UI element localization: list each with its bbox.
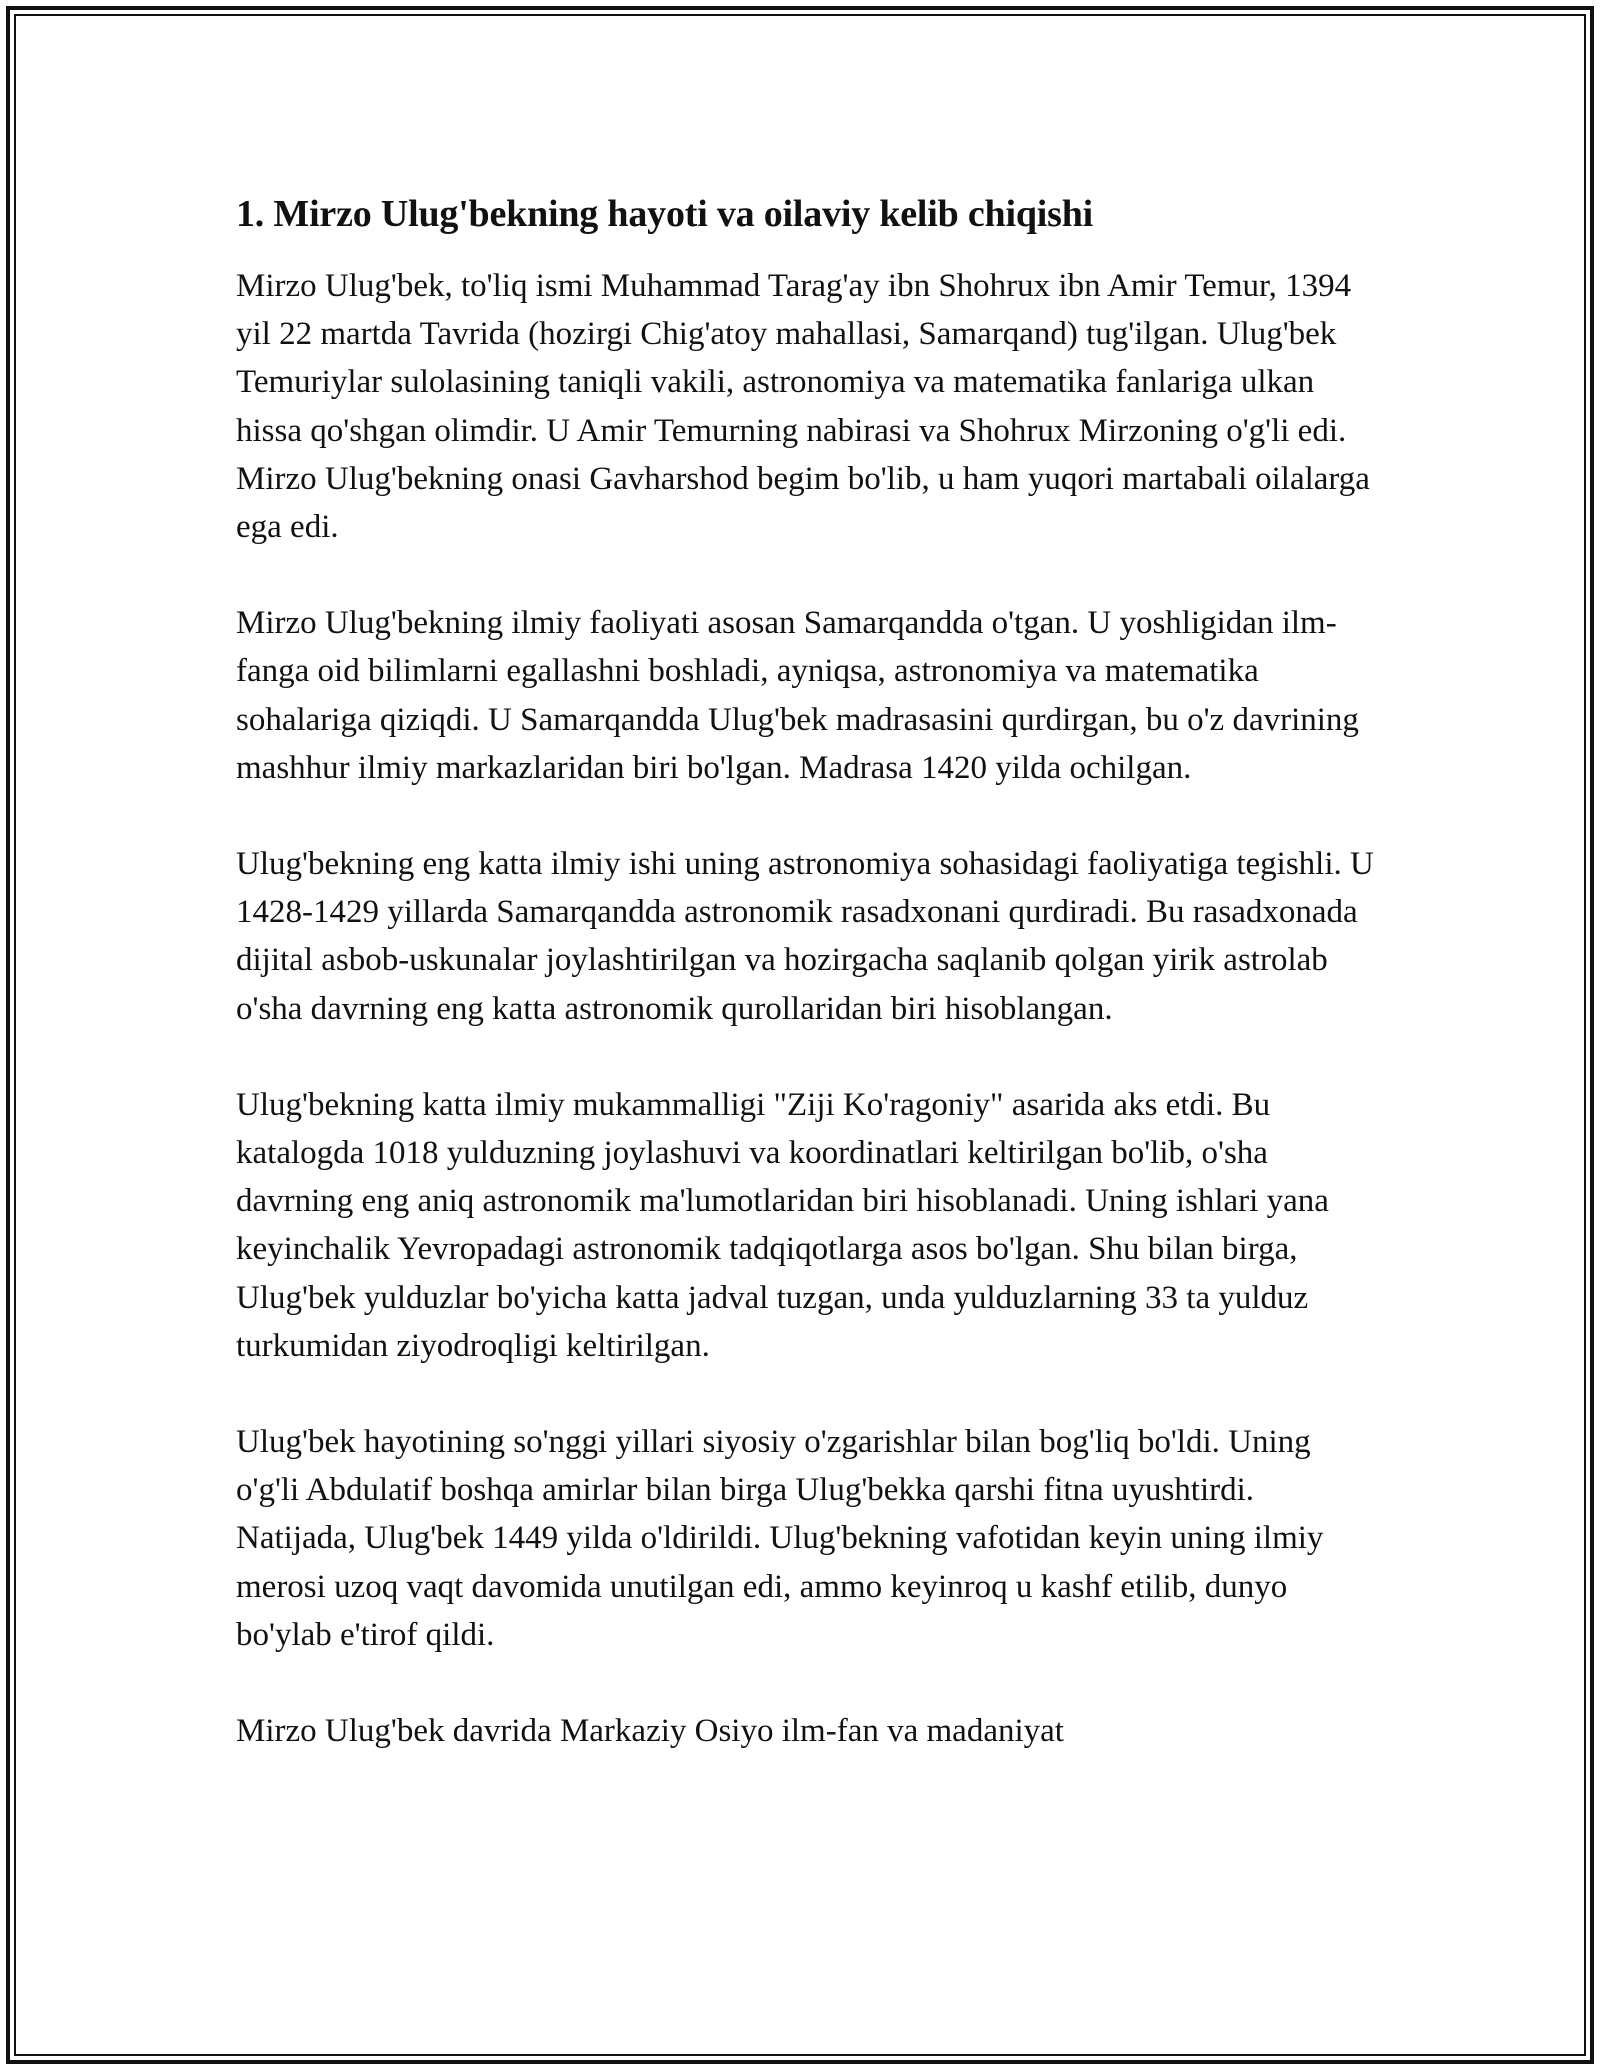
document-body: [236, 186, 1376, 1803]
paragraph-observatory: Ulug'bekning eng katta ilmiy ishi uning astronomiya sohasidagi faoliyatiga tegishli. U 1428-1429 yillarda Samarqandda astronomik rasadxonani qurdiradi. Bu rasadxonada dijital asbob-uskunalar joylashtirilgan va hozirgacha saqlanib qolgan yirik astrolab o'sha davrning eng katta astronomik qurollaridan biri hisoblangan.: [236, 846, 1374, 1027]
section-heading: 1. Mirzo Ulug'bekning hayoti va oilaviy kelib chiqishi: [236, 193, 1094, 235]
paragraph-zij: Ulug'bekning katta ilmiy mukammalligi "Ziji Ko'ragoniy" asarida aks etdi. Bu katalogda 1018 yulduzning joylashuvi va koordinatlari keltirilgan bo'lib, o'sha davrning eng aniq astronomik ma'lumotlaridan biri hisoblanadi. Uning ishlari yana keyinchalik Yevropadagi astronomik tadqiqotlarga asos bo'lgan. Shu bilan birga, Ulug'bek yulduzlar bo'yicha katta jadval tuzgan, unda yulduzlarning 33 ta yulduz turkumidan ziyodroqligi keltirilgan.: [236, 1086, 1329, 1364]
paragraph-era: Mirzo Ulug'bek davrida Markaziy Osiyo ilm-fan va madaniyat: [236, 1713, 1064, 1750]
paragraph-madrasa: Mirzo Ulug'bekning ilmiy faoliyati asosan Samarqandda o'tgan. U yoshligidan ilm-fanga oid bilimlarni egallashni boshladi, ayniqsa, astronomiya va matematika sohalariga qiziqdi. U Samarqandda Ulug'bek madrasasini qurdirgan, bu o'z davrining mashhur ilmiy markazlaridan biri bo'lgan. Madrasa 1420 yilda ochilgan.: [236, 605, 1359, 786]
paragraph-birth-family: Mirzo Ulug'bek, to'liq ismi Muhammad Tarag'ay ibn Shohrux ibn Amir Temur, 1394 yil 22 martda Tavrida (hozirgi Chig'atoy mahallasi, Samarqand) tug'ilgan. Ulug'bek Temuriylar sulolasining taniqli vakili, astronomiya va matematika fanlariga ulkan hissa qo'shgan olimdir. U Amir Temurning nabirasi va Shohrux Mirzoning o'g'li edi. Mirzo Ulug'bekning onasi Gavharshod begim bo'lib, u ham yuqori martabali oilalarga ega edi.: [236, 268, 1370, 546]
paragraph-final-years: Ulug'bek hayotining so'nggi yillari siyosiy o'zgarishlar bilan bog'liq bo'ldi. Uning o'g'li Abdulatif boshqa amirlar bilan birga Ulug'bekka qarshi fitna uyushtirdi. Natijada, Ulug'bek 1449 yilda o'ldirildi. Ulug'bekning vafotidan keyin uning ilmiy merosi uzoq vaqt davomida unutilgan edi, ammo keyinroq u kashf etilib, dunyo bo'ylab e'tirof qildi.: [236, 1424, 1324, 1653]
